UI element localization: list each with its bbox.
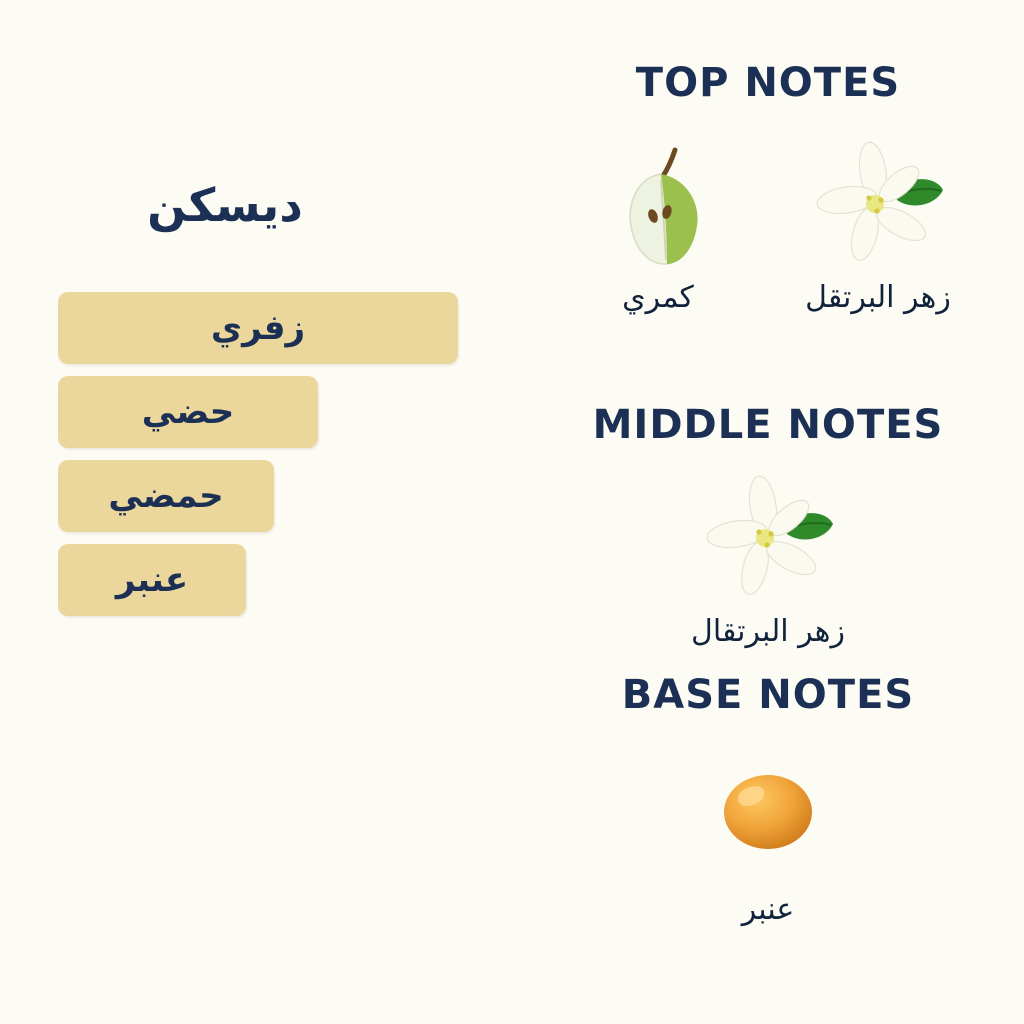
accord-row (58, 376, 458, 448)
top-notes-heading: TOP NOTES (635, 60, 901, 106)
note-label: زهر البرتقل (805, 280, 951, 315)
accord-label: عنبر (115, 560, 189, 600)
accord-label: حمضي (108, 476, 224, 516)
middle-notes-heading: MIDDLE NOTES (592, 402, 944, 448)
note-label: كمري (622, 280, 694, 315)
accord-label: زفري (210, 308, 306, 348)
accord-bar (58, 292, 458, 364)
pear-icon (583, 128, 733, 278)
orange-blossom-icon (693, 462, 843, 612)
amber-stone-icon (693, 740, 843, 890)
note-label: زهر البرتقال (691, 614, 845, 649)
accord-bar (58, 460, 274, 532)
accord-row (58, 544, 458, 616)
note-label: عنبر (741, 892, 795, 927)
accords-bar-chart (58, 292, 458, 628)
note-item (673, 740, 863, 927)
accords-panel (0, 0, 500, 1024)
accord-bar (58, 544, 246, 616)
accord-row (58, 292, 458, 364)
base-notes-heading: BASE NOTES (621, 672, 915, 718)
middle-notes-group (512, 462, 1024, 649)
note-item (673, 462, 863, 649)
base-notes-group (512, 740, 1024, 927)
note-item (783, 128, 973, 315)
accords-title: ديسكن (147, 178, 303, 232)
note-item (563, 128, 753, 315)
accord-label: حضي (141, 392, 235, 432)
pyramid-panel (512, 0, 1024, 1024)
accord-bar (58, 376, 318, 448)
top-notes-group (512, 128, 1024, 315)
accord-row (58, 460, 458, 532)
orange-blossom-icon (803, 128, 953, 278)
